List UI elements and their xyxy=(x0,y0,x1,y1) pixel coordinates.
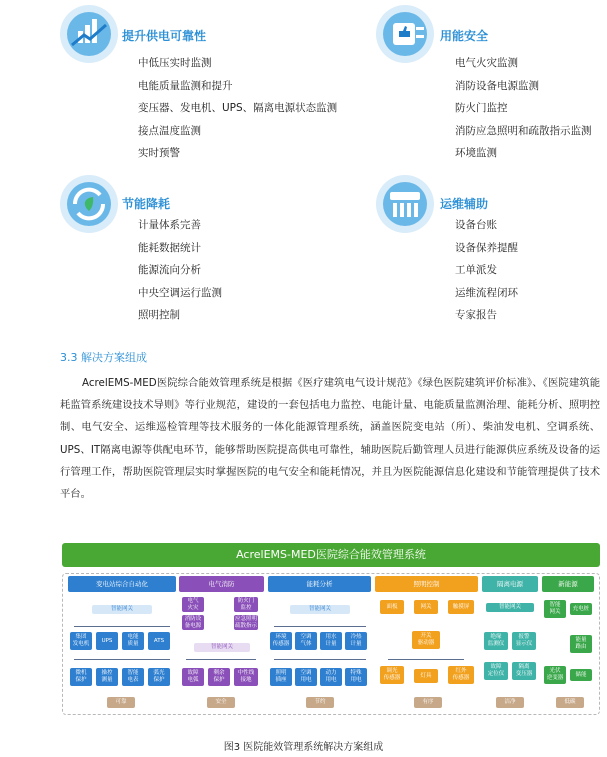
device-box: 智能 电表 xyxy=(122,668,144,686)
device-box: 照明 插座 xyxy=(270,668,292,686)
diagram-title: AcrelEMS-MED医院综合能效管理系统 xyxy=(62,543,600,567)
list-item: 变压器、发电机、UPS、隔离电源状态监测 xyxy=(138,102,338,115)
device-box: 能量 路由 xyxy=(570,635,592,653)
device-box: 操控 测量 xyxy=(96,668,118,686)
energy-saving-icon-badge xyxy=(60,175,118,233)
column-footer: 安全 xyxy=(207,697,235,708)
device-box: 故障 定位仪 xyxy=(484,662,508,680)
device-box: 用水 计量 xyxy=(320,632,342,650)
list-item: 专家报告 xyxy=(455,309,497,322)
list-item: 电气火灾监测 xyxy=(455,57,518,69)
feature-title-safety: 用能安全 xyxy=(440,29,489,43)
device-box: 动力 用电 xyxy=(320,668,342,686)
column-header: 能耗分析 xyxy=(268,576,371,592)
connector-line xyxy=(274,626,366,627)
device-box: 中性线 接地 xyxy=(234,668,258,686)
list-item: 计量体系完善 xyxy=(138,219,201,231)
device-box: 微机 保护 xyxy=(70,668,92,686)
device-box: 空调 用电 xyxy=(295,668,317,686)
column-footer: 可靠 xyxy=(107,697,135,708)
column-header: 电气消防 xyxy=(179,576,264,592)
device-box: 触摸屏 xyxy=(448,600,474,614)
connector-line xyxy=(74,626,170,627)
list-item: 接点温度监测 xyxy=(138,124,201,137)
feature-title-operations: 运维辅助 xyxy=(440,197,489,211)
list-item: 电能质量监测和提升 xyxy=(138,79,233,92)
list-item: 设备台账 xyxy=(455,219,497,231)
device-box: 集团 发电机 xyxy=(70,632,92,650)
device-box: 消防设 备电源 xyxy=(182,615,204,630)
column-footer: 洁净 xyxy=(496,697,524,708)
device-box: 特殊 用电 xyxy=(345,668,367,686)
device-box: 报警 显示仪 xyxy=(512,632,536,650)
feature-list-operations xyxy=(455,214,518,327)
device-box: 空调 气体 xyxy=(295,632,317,650)
list-item: 能耗数据统计 xyxy=(138,241,201,254)
list-item: 实时预警 xyxy=(138,147,180,160)
gateway-box: 智能网关 xyxy=(194,643,250,652)
device-box: 环境 传感器 xyxy=(270,632,292,650)
list-item: 照明控制 xyxy=(138,309,180,322)
list-item: 设备保养提醒 xyxy=(455,241,518,254)
device-box: 储能 xyxy=(570,669,592,681)
device-box: 防火门 监控 xyxy=(234,597,258,612)
operations-icon-badge xyxy=(376,175,434,233)
recycle-leaf-icon xyxy=(60,175,118,233)
device-box: 网关 xyxy=(414,600,438,614)
server-icon xyxy=(376,175,434,233)
column-header: 隔离电源 xyxy=(482,576,538,592)
device-box: 冷热 计量 xyxy=(345,632,367,650)
column-footer: 低碳 xyxy=(556,697,584,708)
feature-title-energy-saving: 节能降耗 xyxy=(122,197,171,211)
connector-line xyxy=(186,659,256,660)
gateway-box: 智能网关 xyxy=(290,605,350,614)
list-item: 能源流向分析 xyxy=(138,264,201,277)
list-item: 工单派发 xyxy=(455,264,497,277)
device-box: 调光 传感器 xyxy=(380,666,404,684)
connector-line xyxy=(388,659,464,660)
device-box: 电气 火灾 xyxy=(182,597,204,612)
plug-thumbs-up-icon xyxy=(376,5,434,63)
section-heading: 3.3 解决方案组成 xyxy=(60,351,147,364)
device-box: 剩余 保护 xyxy=(208,668,230,686)
device-box: 电能 质量 xyxy=(122,632,144,650)
list-item: 消防设备电源监测 xyxy=(455,79,539,92)
paragraph-text: AcrelEMS-MED医院综合能效管理系统是根据《医疗建筑电气设计规范》《绿色医院建筑评价标准》、《医院建筑能耗监管系统建设技术导则》等行业规范，建设的一套包括电力监控、电能计量、电能质量监测治理、能耗分析、照明控制、电气安全、运维巡检管理等技术服务的一体化能源管理系统，涵盖医院变电站（所）、柴油发电机、空调系统、UPS、IT隔离电源等供配电环节，能够帮助医院提高供电可靠性，辅助医院后勤管理人员进行能源供应系统及设备的运行管理工作，帮助医院管理层实时掌握医院的电气安全和能耗情况，并且为医院能源信息化建设和节能管理提供了技术平台。 xyxy=(60,377,600,501)
feature-list-energy-saving xyxy=(138,214,222,327)
device-box: ATS xyxy=(148,632,170,650)
device-box: UPS xyxy=(96,632,118,650)
figure-caption: 图3 医院能效管理系统解决方案组成 xyxy=(223,742,384,753)
device-box: 充电桩 xyxy=(570,603,592,615)
column-header: 新能源 xyxy=(542,576,594,592)
device-box: 智能 网关 xyxy=(544,600,566,618)
device-box: 隔离 变压器 xyxy=(512,662,536,680)
device-box: 弧光 保护 xyxy=(148,668,170,686)
list-item: 中低压实时监测 xyxy=(138,57,212,69)
column-footer: 节约 xyxy=(306,697,334,708)
gateway-box: 智能网关 xyxy=(486,603,534,612)
column-header: 变电站综合自动化 xyxy=(68,576,176,592)
list-item: 环境监测 xyxy=(455,147,497,160)
device-box: 红外 传感器 xyxy=(448,666,474,684)
list-item: 防火门监控 xyxy=(455,102,508,115)
system-architecture-diagram xyxy=(62,543,600,715)
connector-line xyxy=(274,659,366,660)
list-item: 中央空调运行监测 xyxy=(138,286,222,299)
feature-title-reliability: 提升供电可靠性 xyxy=(122,29,207,43)
device-box: 开关 驱动器 xyxy=(412,631,440,649)
list-item: 运维流程闭环 xyxy=(455,286,518,299)
feature-list-safety xyxy=(455,52,592,165)
chart-up-icon xyxy=(60,5,118,63)
column-header: 照明控制 xyxy=(375,576,478,592)
section-paragraph xyxy=(60,372,600,505)
connector-line xyxy=(74,659,170,660)
list-item: 消防应急照明和疏散指示监测 xyxy=(455,124,592,137)
device-box: 面板 xyxy=(380,600,404,614)
gateway-box: 智能网关 xyxy=(92,605,152,614)
device-box: 绝缘 监测仪 xyxy=(484,632,508,650)
device-box: 光伏 逆变器 xyxy=(544,666,566,684)
column-footer: 有序 xyxy=(414,697,442,708)
reliability-icon-badge xyxy=(60,5,118,63)
device-box: 应急照明 疏散指示 xyxy=(234,615,257,629)
device-box: 故障 电弧 xyxy=(182,668,204,686)
device-box: 灯具 xyxy=(414,669,438,683)
safety-icon-badge xyxy=(376,5,434,63)
feature-list-reliability xyxy=(138,52,337,165)
